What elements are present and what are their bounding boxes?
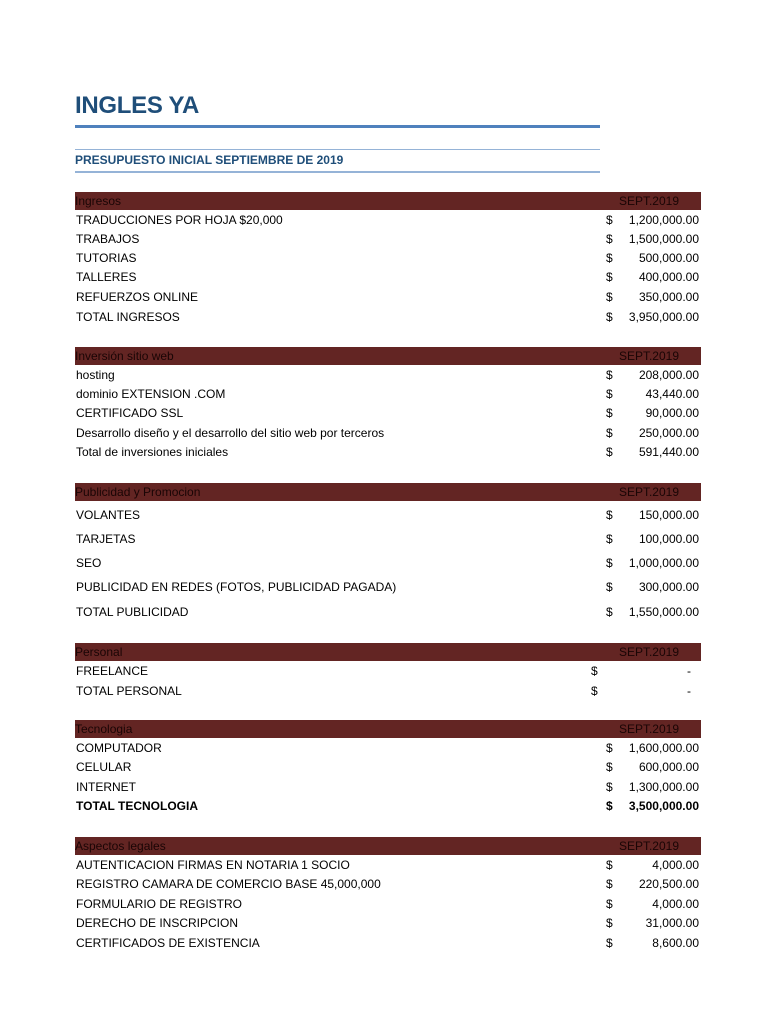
subtitle-bottom-rule [75, 171, 600, 173]
total-row [75, 602, 701, 626]
row-amount: 100,000.00 [638, 532, 699, 546]
section-title: Aspectos legales [75, 839, 166, 853]
row-amount: 31,000.00 [645, 916, 699, 930]
row-amount: 500,000.00 [638, 251, 699, 265]
row-amount: - [687, 684, 691, 698]
currency-symbol: $ [606, 387, 613, 401]
row-label: CERTIFICADO SSL [76, 406, 184, 420]
currency-symbol: $ [606, 290, 613, 304]
row-label: INTERNET [76, 780, 136, 794]
row-label: CELULAR [76, 760, 132, 774]
currency-symbol: $ [606, 445, 613, 459]
section-title: Tecnologia [75, 722, 133, 736]
total-row [75, 442, 701, 462]
row-label: REGISTRO CAMARA DE COMERCIO BASE 45,000,000 [76, 877, 381, 891]
row-label: VOLANTES [76, 508, 141, 522]
row-amount: 43,440.00 [645, 387, 699, 401]
table-row [75, 423, 701, 442]
table-row [75, 553, 701, 577]
row-label: TRADUCCIONES POR HOJA $20,000 [76, 213, 283, 227]
row-label: FREELANCE [76, 664, 149, 678]
column-header: SEPT.2019 [618, 349, 679, 363]
row-label: TOTAL PERSONAL [76, 684, 182, 698]
row-amount: 8,600.00 [652, 936, 699, 950]
table-row [75, 757, 701, 777]
table-row [75, 248, 701, 267]
row-amount: 4,000.00 [652, 858, 699, 872]
table-row [75, 505, 701, 529]
currency-symbol: $ [606, 508, 613, 522]
row-label: TUTORIAS [76, 251, 137, 265]
row-amount: 600,000.00 [638, 760, 699, 774]
currency-symbol: $ [606, 406, 613, 420]
currency-symbol: $ [606, 310, 613, 324]
row-label: DERECHO DE INSCRIPCION [76, 916, 239, 930]
row-amount: 150,000.00 [638, 508, 699, 522]
section-tecnologia [75, 720, 701, 816]
column-header: SEPT.2019 [618, 485, 679, 499]
section-title: Publicidad y Promocion [75, 485, 201, 499]
row-amount: 90,000.00 [645, 406, 699, 420]
currency-symbol: $ [606, 580, 613, 594]
section-personal [75, 643, 701, 701]
page-subtitle: PRESUPUESTO INICIAL SEPTIEMBRE DE 2019 [75, 153, 344, 167]
table-row [75, 913, 701, 933]
table-row [75, 529, 701, 553]
section-ingresos [75, 192, 701, 327]
column-header: SEPT.2019 [618, 194, 679, 208]
section-header [75, 643, 701, 661]
currency-symbol: $ [606, 213, 613, 227]
row-label: COMPUTADOR [76, 741, 162, 755]
section-title: Inversión sitio web [75, 349, 174, 363]
row-label: SEO [76, 556, 102, 570]
currency-symbol: $ [606, 741, 613, 755]
row-label: Total de inversiones iniciales [76, 445, 229, 459]
currency-symbol: $ [606, 799, 613, 813]
row-label: TALLERES [76, 270, 137, 284]
currency-symbol: $ [606, 426, 613, 440]
row-amount: 3,950,000.00 [628, 310, 699, 324]
row-amount: - [687, 664, 691, 678]
currency-symbol: $ [606, 232, 613, 246]
row-amount: 1,550,000.00 [628, 605, 699, 619]
row-amount: 350,000.00 [638, 290, 699, 304]
row-amount: 400,000.00 [638, 270, 699, 284]
table-row [75, 403, 701, 423]
row-label: FORMULARIO DE REGISTRO [76, 897, 243, 911]
section-header [75, 720, 701, 738]
section-aspectos-legales [75, 837, 701, 953]
section-title: Ingresos [75, 194, 122, 208]
row-label: AUTENTICACION FIRMAS EN NOTARIA 1 SOCIO [76, 858, 350, 872]
table-row [75, 287, 701, 307]
currency-symbol: $ [606, 605, 613, 619]
row-amount: 1,300,000.00 [628, 780, 699, 794]
table-row [75, 384, 701, 403]
section-header [75, 192, 701, 210]
row-label: PUBLICIDAD EN REDES (FOTOS, PUBLICIDAD PAGADA) [76, 580, 397, 594]
table-row [75, 874, 701, 894]
row-amount: 1,600,000.00 [628, 741, 699, 755]
table-row [75, 894, 701, 913]
currency-symbol: $ [606, 936, 613, 950]
table-row [75, 267, 701, 287]
currency-symbol: $ [606, 858, 613, 872]
row-label: CERTIFICADOS DE EXISTENCIA [76, 936, 260, 950]
currency-symbol: $ [606, 760, 613, 774]
row-amount: 1,200,000.00 [628, 213, 699, 227]
row-label: TRABAJOS [76, 232, 140, 246]
currency-symbol: $ [606, 251, 613, 265]
column-header: SEPT.2019 [618, 839, 679, 853]
row-amount: 220,500.00 [638, 877, 699, 891]
currency-symbol: $ [606, 532, 613, 546]
total-row [75, 307, 701, 327]
table-row [75, 738, 701, 757]
row-amount: 1,000,000.00 [628, 556, 699, 570]
table-row [75, 777, 701, 796]
row-amount: 1,500,000.00 [628, 232, 699, 246]
currency-symbol: $ [606, 270, 613, 284]
table-row [75, 933, 701, 953]
table-row [75, 855, 701, 874]
currency-symbol: $ [606, 780, 613, 794]
currency-symbol: $ [606, 877, 613, 891]
section-inversion-sitio-web [75, 347, 701, 462]
row-label: TOTAL PUBLICIDAD [76, 605, 189, 619]
total-row [75, 681, 701, 701]
section-publicidad-promocion [75, 483, 701, 626]
row-amount: 300,000.00 [638, 580, 699, 594]
row-label: hosting [76, 368, 115, 382]
page-title: INGLES YA [75, 92, 200, 119]
title-underline [75, 125, 600, 128]
column-header: SEPT.2019 [618, 722, 679, 736]
currency-symbol: $ [591, 664, 598, 678]
table-row [75, 365, 701, 384]
column-header: SEPT.2019 [618, 645, 679, 659]
table-row [75, 661, 701, 681]
table-row [75, 577, 701, 602]
currency-symbol: $ [606, 556, 613, 570]
section-header [75, 347, 701, 365]
row-label: REFUERZOS ONLINE [76, 290, 199, 304]
row-amount: 250,000.00 [638, 426, 699, 440]
total-row [75, 796, 701, 816]
table-row [75, 229, 701, 248]
currency-symbol: $ [591, 684, 598, 698]
row-amount: 591,440.00 [638, 445, 699, 459]
row-label: TARJETAS [76, 532, 136, 546]
row-label: Desarrollo diseño y el desarrollo del sitio web por terceros [76, 426, 385, 440]
row-label: dominio EXTENSION .COM [76, 387, 226, 401]
section-title: Personal [75, 645, 123, 659]
section-header [75, 837, 701, 855]
row-label: TOTAL TECNOLOGIA [76, 799, 198, 813]
row-label: TOTAL INGRESOS [76, 310, 180, 324]
currency-symbol: $ [606, 368, 613, 382]
currency-symbol: $ [606, 916, 613, 930]
subtitle-top-rule [75, 149, 600, 150]
currency-symbol: $ [606, 897, 613, 911]
row-amount: 4,000.00 [652, 897, 699, 911]
row-amount: 208,000.00 [638, 368, 699, 382]
table-row [75, 210, 701, 229]
row-amount: 3,500,000.00 [628, 799, 699, 813]
section-header [75, 483, 701, 501]
